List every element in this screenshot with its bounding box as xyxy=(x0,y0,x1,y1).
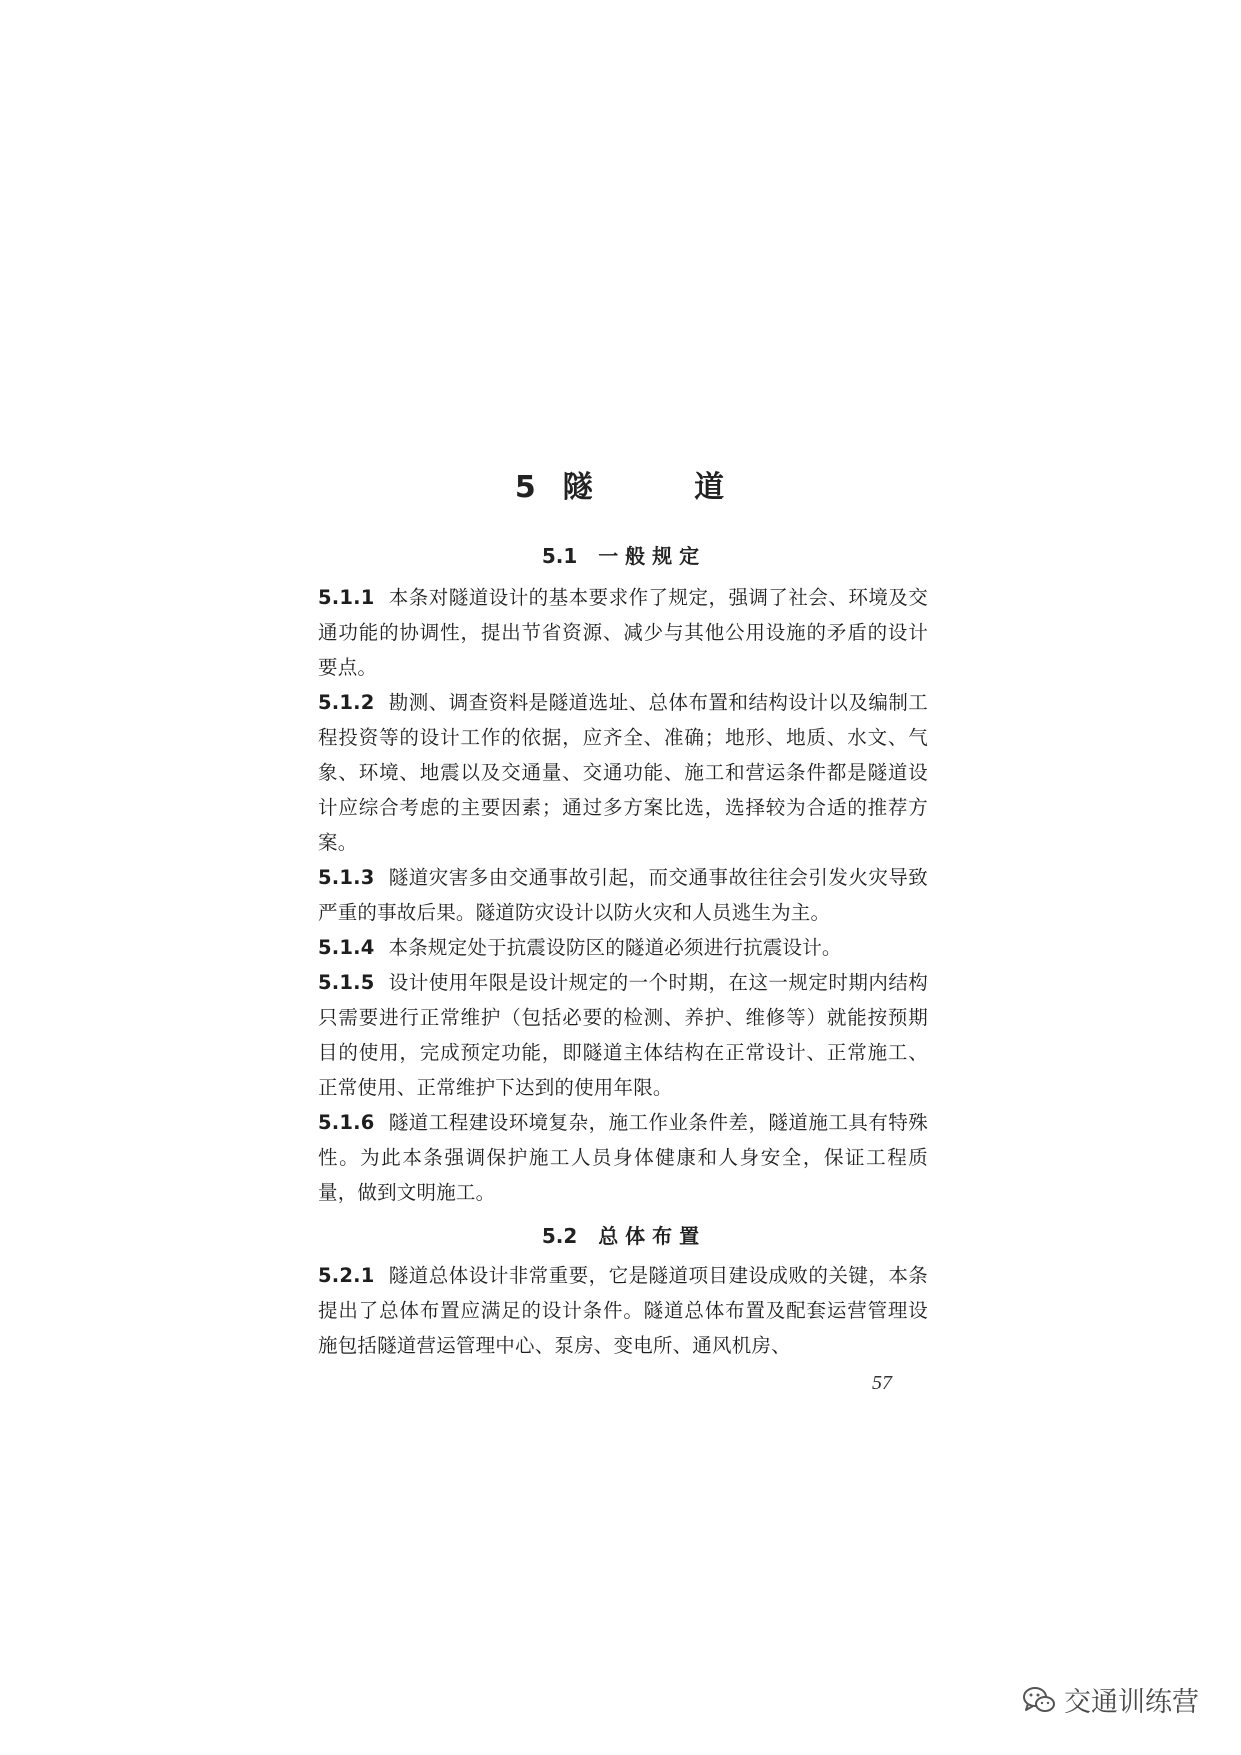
clause-text: 隧道总体设计非常重要，它是隧道项目建设成败的关键，本条提出了总体布置应满足的设计条件。隧道总体布置及配套运营管理设施包括隧道营运管理中心、泵房、变电所、通风机房、 xyxy=(318,1264,928,1357)
section-5-2-body xyxy=(318,1258,928,1363)
clause-number: 5.1.2 xyxy=(318,691,375,714)
clause-number: 5.1.5 xyxy=(318,971,375,994)
clause-5-1-4 xyxy=(318,930,928,965)
clause-text: 设计使用年限是设计规定的一个时期，在这一规定时期内结构只需要进行正常维护（包括必要的检测、养护、维修等）就能按预期目的使用，完成预定功能，即隧道主体结构在正常设计、正常施工、正常使用、正常维护下达到的使用年限。 xyxy=(318,971,928,1099)
section-title-5-2: 5.2 总 体 布 置 xyxy=(541,1224,700,1248)
watermark xyxy=(1022,1680,1199,1719)
chapter-title: 5 隧 道 xyxy=(514,470,727,505)
watermark-text: 交通训练营 xyxy=(1064,1687,1199,1718)
clause-text: 隧道工程建设环境复杂，施工作业条件差，隧道施工具有特殊性。为此本条强调保护施工人员身体健康和人身安全，保证工程质量，做到文明施工。 xyxy=(318,1111,928,1204)
clause-5-1-3 xyxy=(318,860,928,930)
clause-5-2-1 xyxy=(318,1258,928,1363)
clause-number: 5.1.3 xyxy=(318,866,375,889)
wechat-icon xyxy=(1022,1685,1056,1715)
page-number: 57 xyxy=(872,1372,892,1394)
clause-text: 本条规定处于抗震设防区的隧道必须进行抗震设计。 xyxy=(388,936,842,959)
section-title-5-1: 5.1 一 般 规 定 xyxy=(541,544,700,568)
clause-5-1-1 xyxy=(318,580,928,685)
clause-5-1-6 xyxy=(318,1105,928,1210)
clause-text: 本条对隧道设计的基本要求作了规定，强调了社会、环境及交通功能的协调性，提出节省资源、减少与其他公用设施的矛盾的设计要点。 xyxy=(318,586,928,679)
clause-number: 5.1.4 xyxy=(318,936,375,959)
clause-5-1-2 xyxy=(318,685,928,860)
clause-text: 隧道灾害多由交通事故引起，而交通事故往往会引发火灾导致严重的事故后果。隧道防灾设计以防火灾和人员逃生为主。 xyxy=(318,866,928,924)
clause-number: 5.2.1 xyxy=(318,1264,375,1287)
section-5-1-body xyxy=(318,580,928,1210)
clause-5-1-5 xyxy=(318,965,928,1105)
clause-number: 5.1.1 xyxy=(318,586,375,609)
clause-number: 5.1.6 xyxy=(318,1111,375,1134)
clause-text: 勘测、调查资料是隧道选址、总体布置和结构设计以及编制工程投资等的设计工作的依据，应齐全、准确；地形、地质、水文、气象、环境、地震以及交通量、交通功能、施工和营运条件都是隧道设计应综合考虑的主要因素；通过多方案比选，选择较为合适的推荐方案。 xyxy=(318,691,928,854)
